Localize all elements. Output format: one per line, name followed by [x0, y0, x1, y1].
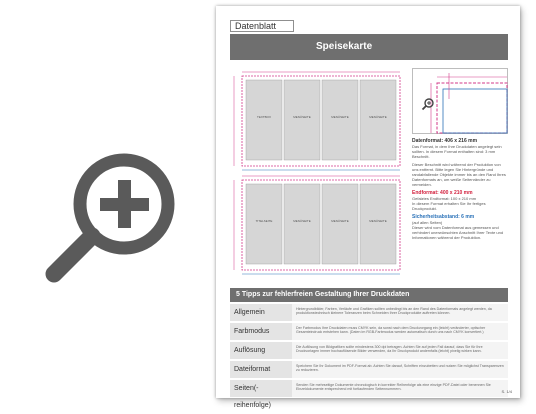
- magnify-detail-icon[interactable]: [421, 97, 435, 111]
- corner-detail: [412, 68, 508, 134]
- tip-label: Auflösung: [230, 342, 292, 359]
- tip-text: Senden Sie mehrseitige Dokumente chronologisch in korrekter Reihenfolge als eine einzige PDF-Datei oder benennen Sie Einzeldokumente entsprechend mit fortlaufenden Seitennummern.: [292, 380, 508, 397]
- page-title: Speisekarte: [316, 41, 373, 52]
- top-panels: [246, 80, 396, 160]
- top-panel-4: [360, 80, 396, 160]
- final-text: In diesem Format erhalten Sie Ihr fertiges Druckprodukt.: [412, 201, 486, 211]
- top-panel-1: [246, 80, 282, 160]
- spec-text: [412, 138, 508, 243]
- zoom-in-icon[interactable]: [38, 140, 188, 290]
- safety-sub: (auf allen Seiten): [412, 220, 443, 225]
- safety-heading: Sicherheitsabstand: 6 mm: [412, 214, 475, 220]
- table-row: [230, 342, 508, 359]
- page-number: S. 1/4: [501, 389, 512, 394]
- bottom-panel-label-1: TITELSEITE: [255, 219, 273, 223]
- top-panel-label-2: MENÜSEITE: [293, 115, 311, 119]
- bottom-panel-label-4: MENÜSEITE: [369, 219, 387, 223]
- bottom-panel-4: [360, 184, 396, 264]
- bottom-panel-2: [284, 184, 320, 264]
- tip-label: Seiten(-reihenfolge): [230, 380, 292, 397]
- top-panel-3: [322, 80, 358, 160]
- spec-column: [412, 68, 508, 278]
- tips-header: [230, 288, 508, 302]
- table-row: [230, 323, 508, 340]
- table-row: [230, 361, 508, 378]
- page-header: [230, 34, 508, 60]
- bottom-panel-label-2: MENÜSEITE: [293, 219, 311, 223]
- tip-label: Allgemein: [230, 304, 292, 321]
- cut-text: Dieser Beschnitt wird während der Produktion von uns entfernt. Bitte legen Sie Hintergründe und randabfallende Objekte immer bis an den Rand Ihres Datenformats an, um weiße Seitenränder zu vermeiden.: [412, 162, 506, 187]
- dataformat-text: Das Format, in dem Ihre Druckdaten angelegt sein sollten. In diesem Format enthalten sind: 3 mm Beschnitt.: [412, 144, 502, 159]
- safety-text: Dieser wird vom Datenformat aus gemessen und verhindert unerwünschten Anschnitt Ihrer Texte und Informationen während der Produktion.: [412, 225, 504, 240]
- bottom-panel-1: [246, 184, 282, 264]
- dataformat-heading: Datenformat: 406 x 216 mm: [412, 138, 478, 144]
- tip-text: Die Auflösung von Bildgrafiken sollte mindestens 300 dpi betragen. Achten Sie auf jeden Fall darauf, dass Sie für Ihre Druckvorlagen immer hochauflösende Bilder verwenden, da Ihr Druckprodukt andernfalls (leicht) pixelig wirken kann.: [292, 342, 508, 359]
- top-panel-label-4: MENÜSEITE: [369, 115, 387, 119]
- tip-text: Hintergrundbilder, Farben, Verläufe und Grafiken sollten unbedingt bis an den Rand des Datenformats angelegt werden, da produktionstechnisch kleinere Toleranzen beim Schneiden Ihrer Druckprodukte auftreten können.: [292, 304, 508, 321]
- top-panel-label-3: MENÜSEITE: [331, 115, 349, 119]
- final-heading: Endformat: 400 x 210 mm: [412, 190, 473, 196]
- tip-label: Farbmodus: [230, 323, 292, 340]
- layout-diagram: [230, 68, 404, 278]
- document-page[interactable]: [216, 6, 520, 409]
- datasheet-tag: Datenblatt: [230, 20, 294, 32]
- tips-table: [230, 304, 508, 409]
- final-sub: Gefalztes Endformat: 100 x 210 mm: [412, 196, 477, 201]
- bottom-panel-3: [322, 184, 358, 264]
- bottom-panels: [246, 184, 396, 264]
- table-row: [230, 304, 508, 321]
- top-panel-label-1: TEXTBOX: [256, 115, 272, 119]
- tip-text: Der Farbmodus Ihre Druckdaten muss CMYK sein, da sonst nach dem Druckvorgang ein (leicht) veränderter, optischer Gesamteindruck entstehen kann. (Daten im RGB-Farbmodus werden automatisch durch uns nach CMYK konvertiert.): [292, 323, 508, 340]
- tips-title: 5 Tipps zur fehlerfreien Gestaltung Ihrer Druckdaten: [236, 291, 410, 298]
- tip-label: Dateiformat: [230, 361, 292, 378]
- bottom-panel-label-3: MENÜSEITE: [331, 219, 349, 223]
- table-row: [230, 380, 508, 409]
- tip-text: Speichern Sie Ihr Dokument im PDF-Format ab. Achten Sie darauf, Schriften einzubetten und nutzen Sie möglichst Transparenzen zu reduzieren.: [292, 361, 508, 378]
- top-panel-2: [284, 80, 320, 160]
